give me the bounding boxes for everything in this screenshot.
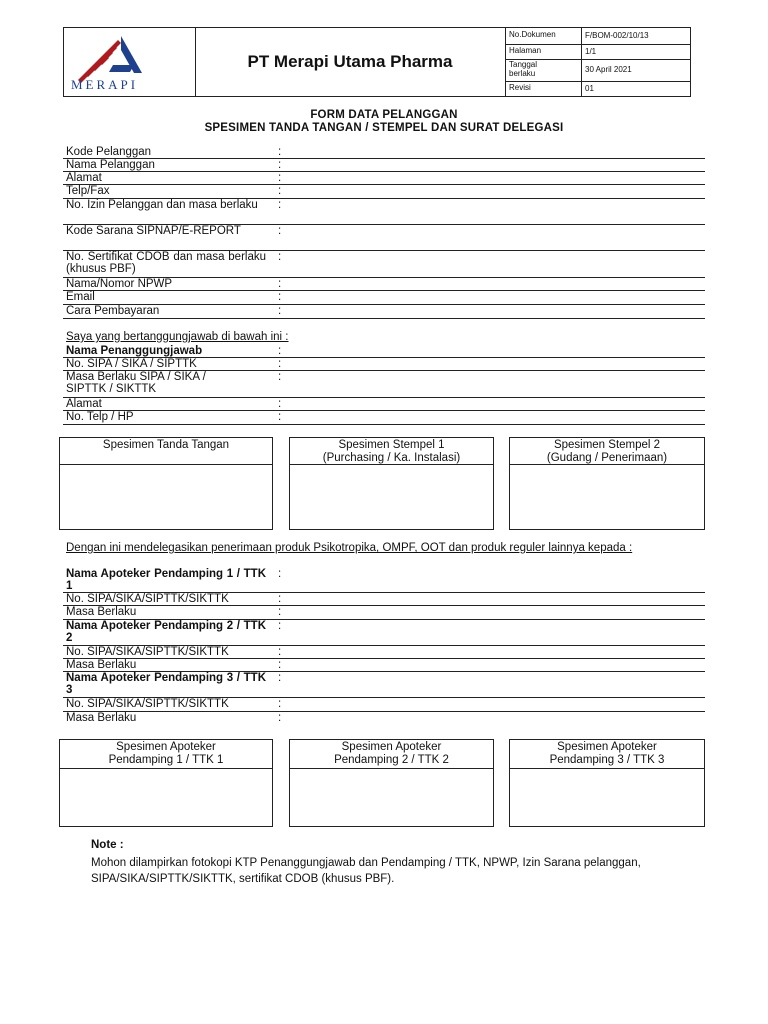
field-label: No. SIPA/SIKA/SIPTTK/SIKTTK [66,698,229,710]
specimen-box-subtitle: Pendamping 1 / TTK 1 [108,754,224,766]
field-label: Email [66,291,95,303]
meta-row-doc-number [505,28,691,45]
meta-value: 1/1 [585,47,597,56]
specimen-box-header [290,438,493,465]
specimen-box-header [510,438,704,465]
field-colon: : [278,371,282,383]
specimen-box-header [60,438,272,465]
field-label: No. SIPA/SIKA/SIPTTK/SIKTTK [66,593,229,605]
field-colon: : [278,568,282,580]
field-colon: : [278,358,282,370]
field-row-alamat-penanggungjawab[interactable] [63,398,705,411]
specimen-box-title: Spesimen Apoteker [557,741,657,753]
field-colon: : [278,606,282,618]
field-colon: : [278,593,282,605]
specimen-box-subtitle: (Purchasing / Ka. Instalasi) [322,452,461,464]
field-label: Alamat [66,398,102,410]
field-colon: : [278,411,282,423]
specimen-box-header [290,740,493,769]
field-colon: : [278,172,282,184]
field-colon: : [278,672,282,684]
field-label: Cara Pembayaran [66,305,160,317]
form-subtitle: SPESIMEN TANDA TANGAN / STEMPEL DAN SURAT DELEGASI [204,122,564,134]
specimen-box-stamp-1[interactable] [289,437,494,530]
field-row-masa-berlaku-sipa[interactable] [63,371,705,398]
field-label: Masa Berlaku [66,606,137,618]
specimen-box-subtitle: Pendamping 3 / TTK 3 [549,754,665,766]
field-label: Telp/Fax [66,185,110,197]
field-row-sipa-3[interactable] [63,698,705,712]
specimen-box-header [510,740,704,769]
note-title: Note : [91,839,124,851]
field-colon: : [278,199,282,211]
field-colon: : [278,225,282,237]
field-row-kode-pelanggan[interactable] [63,146,705,159]
field-label: No. SIPA/SIKA/SIPTTK/SIKTTK [66,646,229,658]
field-label: Nama Apoteker Pendamping 1 / TTK 1 [66,568,266,592]
field-label: Nama Pelanggan [66,159,155,171]
field-colon: : [278,291,282,303]
field-row-alamat[interactable] [63,172,705,185]
field-label: No. SIPA / SIKA / SIPTTK [66,358,197,370]
field-row-nama-pelanggan[interactable] [63,159,705,172]
field-label: Nama/Nomor NPWP [66,278,173,290]
field-label: No. Izin Pelanggan dan masa berlaku [66,199,258,211]
field-colon: : [278,659,282,671]
field-label: Alamat [66,172,102,184]
field-row-nama-penanggungjawab[interactable] [63,345,705,358]
specimen-box-header [60,740,272,769]
meta-value: 30 April 2021 [585,65,632,74]
field-label: Masa Berlaku [66,659,137,671]
field-row-masa-berlaku-1[interactable] [63,606,705,620]
specimen-box-apoteker-3[interactable] [509,739,705,827]
field-row-apoteker-1[interactable] [63,568,705,593]
meta-row-revision [505,81,691,96]
field-row-npwp[interactable] [63,278,705,291]
field-colon: : [278,251,282,263]
field-row-email[interactable] [63,291,705,305]
field-label: Nama Apoteker Pendamping 2 / TTK 2 [66,620,266,644]
field-row-izin-pelanggan[interactable] [63,199,705,225]
field-label: Nama Apoteker Pendamping 3 / TTK 3 [66,672,266,696]
specimen-box-stamp-2[interactable] [509,437,705,530]
specimen-box-signature[interactable] [59,437,273,530]
note-text: Mohon dilampirkan fotokopi KTP Penanggungjawab dan Pendamping / TTK, NPWP, Izin Sarana pelanggan, SIPA/SIKA/SIPTTK/SIKTTK, sertifikat CDOB (khusus PBF). [91,857,641,885]
field-label: Nama Penanggungjawab [66,345,203,357]
specimen-box-title: Spesimen Stempel 2 [553,439,661,451]
specimen-box-subtitle: (Gudang / Penerimaan) [546,452,668,464]
delegation-intro: Dengan ini mendelegasikan penerimaan produk Psikotropika, OMPF, OOT dan produk reguler lainnya kepada : [66,542,633,554]
field-colon: : [278,305,282,317]
specimen-box-title: Spesimen Apoteker [116,741,216,753]
field-label: No. Sertifikat CDOB dan masa berlaku (khusus PBF) [66,251,266,275]
field-row-sipa-1[interactable] [63,593,705,606]
field-row-apoteker-3[interactable] [63,672,705,698]
field-row-sipa-2[interactable] [63,646,705,659]
field-row-telp-hp[interactable] [63,411,705,425]
logo-wordmark: MERAPI [71,77,139,92]
merapi-logo [64,28,195,96]
field-label: Masa Berlaku [66,712,137,724]
field-colon: : [278,620,282,632]
field-colon: : [278,712,282,724]
field-label: No. Telp / HP [66,411,134,423]
document-meta-table [505,28,691,96]
meta-value: 01 [585,84,594,93]
field-row-sertifikat-cdob[interactable] [63,251,705,278]
meta-row-effective-date [505,59,691,82]
field-colon: : [278,146,282,158]
specimen-box-title: Spesimen Stempel 1 [338,439,445,451]
meta-value: F/BOM-002/10/13 [585,31,649,40]
field-colon: : [278,698,282,710]
field-colon: : [278,159,282,171]
meta-key: Tanggal berlaku [509,60,538,78]
field-row-no-sipa[interactable] [63,358,705,371]
field-label: Kode Sarana SIPNAP/E-REPORT [66,225,241,237]
field-row-telp-fax[interactable] [63,185,705,199]
responsible-intro: Saya yang bertanggungjawab di bawah ini : [66,331,289,343]
field-row-cara-pembayaran[interactable] [63,305,705,319]
meta-key: No.Dokumen [509,30,556,39]
field-row-masa-berlaku-3[interactable] [63,712,705,725]
field-label: Masa Berlaku SIPA / SIKA / SIPTTK / SIKTTK [66,371,206,395]
field-row-apoteker-2[interactable] [63,620,705,646]
document-header [63,27,691,97]
logo-cell [64,28,196,96]
specimen-box-apoteker-2[interactable] [289,739,494,827]
form-title: FORM DATA PELANGGAN [310,109,458,121]
field-colon: : [278,646,282,658]
field-row-masa-berlaku-2[interactable] [63,659,705,672]
meta-key: Halaman [509,46,542,55]
specimen-box-title: Spesimen Apoteker [341,741,442,753]
specimen-box-subtitle: Pendamping 2 / TTK 2 [334,754,449,766]
field-row-kode-sarana[interactable] [63,225,705,251]
specimen-box-title: Spesimen Tanda Tangan [102,439,230,451]
field-colon: : [278,185,282,197]
meta-key: Revisi [509,83,531,92]
field-colon: : [278,278,282,290]
company-name: PT Merapi Utama Pharma [195,28,506,96]
specimen-box-apoteker-1[interactable] [59,739,273,827]
meta-row-page [505,44,691,60]
field-colon: : [278,345,282,357]
field-label: Kode Pelanggan [66,146,152,158]
field-colon: : [278,398,282,410]
